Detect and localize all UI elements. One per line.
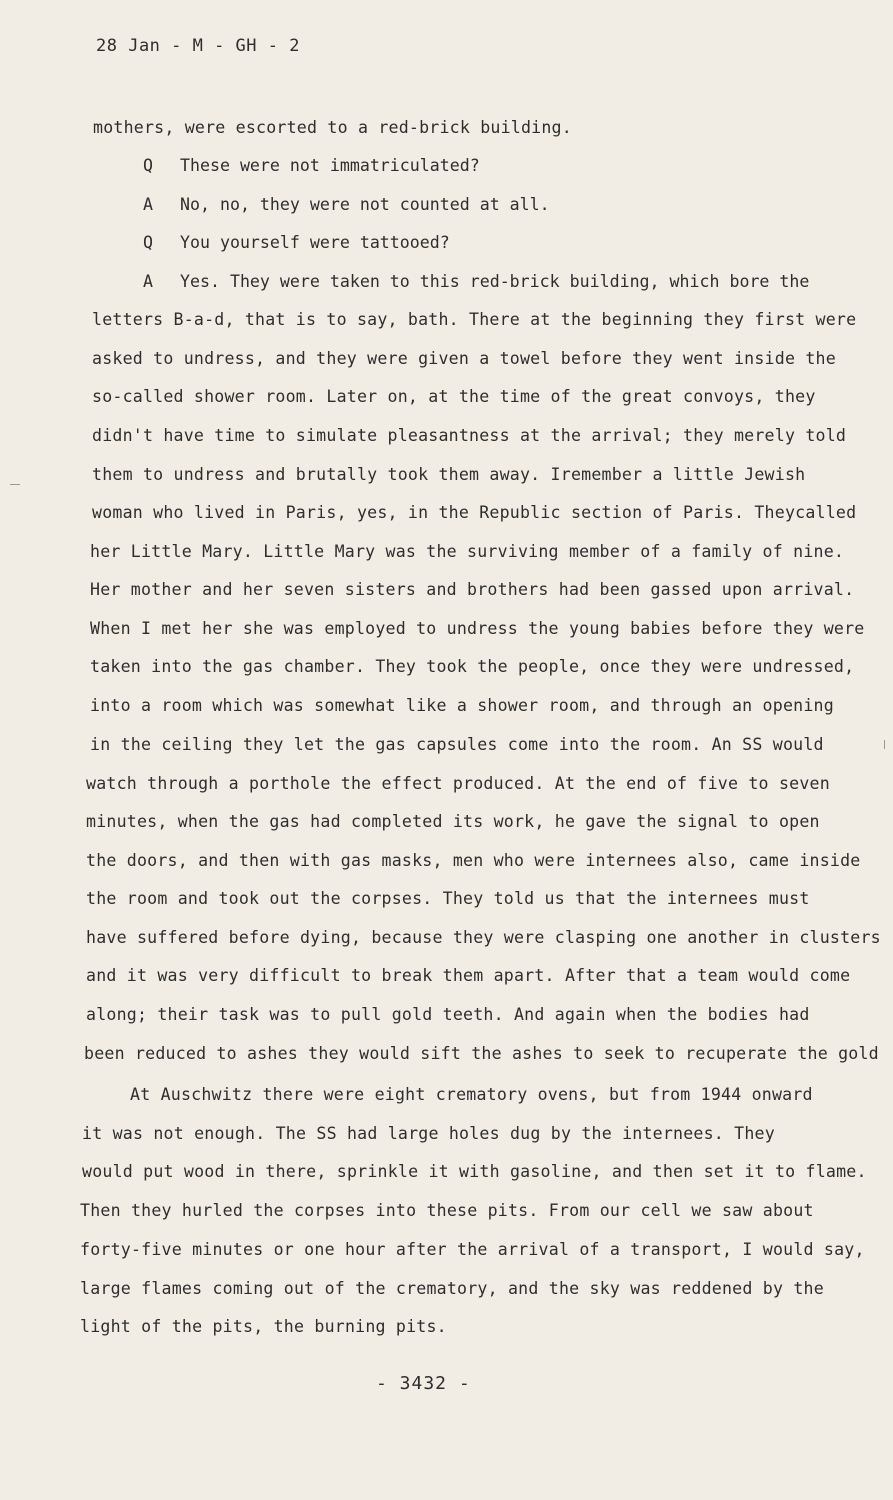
text-line: mothers, were escorted to a red-brick building. [93,118,572,137]
text-line: and it was very difficult to break them apart. After that a team would come [86,966,851,985]
qa-text: Yes. They were taken to this red-brick building, which bore the [180,272,810,291]
qa-speaker: A [143,195,153,214]
qa-text: These were not immatriculated? [180,156,480,175]
text-line: into a room which was somewhat like a shower room, and through an opening [90,696,834,715]
text-line: her Little Mary. Little Mary was the surviving member of a family of nine. [90,542,845,561]
text-line: watch through a porthole the effect produced. At the end of five to seven [86,774,830,793]
margin-mark [884,740,885,749]
qa-speaker: Q [143,233,153,252]
text-line: the doors, and then with gas masks, men who were internees also, came inside [86,851,861,870]
qa-text: No, no, they were not counted at all. [180,195,550,214]
qa-speaker: A [143,272,153,291]
page-header: 28 Jan - M - GH - 2 [96,36,300,56]
text-line: When I met her she was employed to undress the young babies before they were [90,619,865,638]
qa-text: You yourself were tattooed? [180,233,450,252]
text-line: Her mother and her seven sisters and brothers had been gassed upon arrival. [90,580,855,599]
text-line: taken into the gas chamber. They took the people, once they were undressed, [90,657,855,676]
text-line: along; their task was to pull gold teeth. And again when the bodies had [86,1005,810,1024]
text-line: in the ceiling they let the gas capsules come into the room. An SS would [90,735,824,754]
text-line: light of the pits, the burning pits. [80,1317,447,1336]
margin-mark [10,484,20,485]
text-line: so-called shower room. Later on, at the time of the great convoys, they [92,387,816,406]
text-line: asked to undress, and they were given a towel before they went inside the [92,349,836,368]
text-line: minutes, when the gas had completed its work, he gave the signal to open [86,812,820,831]
text-line: didn't have time to simulate pleasantness at the arrival; they merely told [92,426,847,445]
qa-speaker: Q [143,156,153,175]
text-line: At Auschwitz there were eight crematory ovens, but from 1944 onward [130,1085,813,1104]
text-line: woman who lived in Paris, yes, in the Republic section of Paris. Theycalled [92,503,857,522]
text-line: have suffered before dying, because they were clasping one another in clusters [86,928,881,947]
text-line: forty-five minutes or one hour after the arrival of a transport, I would say, [80,1240,865,1259]
text-line: large flames coming out of the crematory, and the sky was reddened by the [80,1279,824,1298]
text-line: Then they hurled the corpses into these pits. From our cell we saw about [80,1201,814,1220]
text-line: letters B-a-d, that is to say, bath. There at the beginning they first were [92,310,857,329]
text-line: been reduced to ashes they would sift the ashes to seek to recuperate the gold [84,1044,879,1063]
page-number: - 3432 - [376,1373,471,1394]
text-line: them to undress and brutally took them away. Iremember a little Jewish [92,465,806,484]
text-line: it was not enough. The SS had large holes dug by the internees. They [82,1124,775,1143]
text-line: would put wood in there, sprinkle it with gasoline, and then set it to flame. [82,1162,867,1181]
text-line: the room and took out the corpses. They told us that the internees must [86,889,810,908]
